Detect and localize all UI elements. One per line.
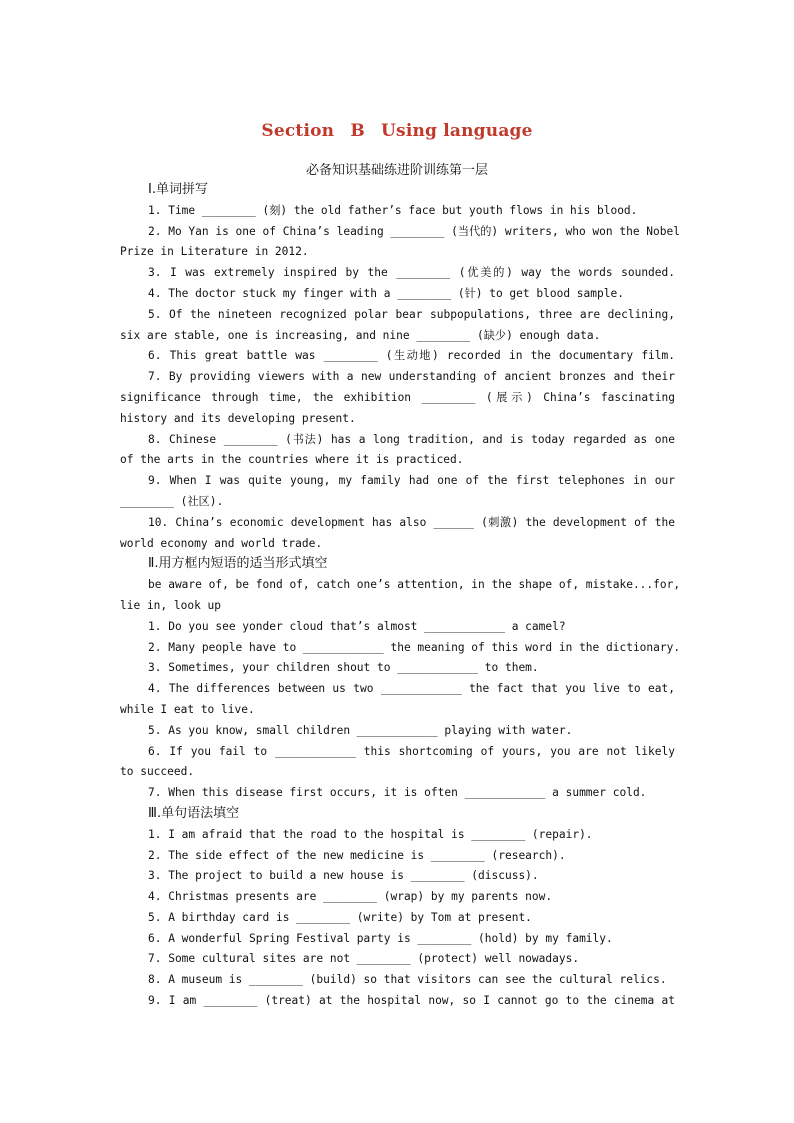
exercise-content [120,180,681,1012]
page-title [0,121,794,141]
section-heading: Ⅲ.单句语法填空 [148,805,240,821]
text-line: world economy and world trade. [120,536,323,550]
text-line: while I eat to live. [120,702,255,716]
text-line: Prize in Literature in 2012. [120,245,309,259]
text-line: 4. The differences between us two ____________ the fact that you live to eat, [148,682,675,696]
text-line: 6. If you fail to ____________ this shortcoming of yours, you are not likely [148,744,675,758]
text-line: 6. A wonderful Spring Festival party is ________ (hold) by my family. [148,931,613,945]
text-line: 5. A birthday card is ________ (write) by Tom at present. [148,910,532,924]
text-line: 9. When I was quite young, my family had one of the first telephones in our [148,474,675,488]
text-line: to succeed. [120,765,195,779]
text-line: 2. The side effect of the new medicine is ________ (research). [148,848,566,862]
text-line: 2. Mo Yan is one of China’s leading ________ (当代的) writers, who won the Nobel [148,224,680,238]
title-word-section: Section [261,121,335,141]
text-line: 9. I am ________ (treat) at the hospital now, so I cannot go to the cinema at [148,994,675,1008]
text-line: 5. As you know, small children ____________ playing with water. [148,723,573,737]
text-line: 8. A museum is ________ (build) so that visitors can see the cultural relics. [148,973,667,987]
text-line: 7. Some cultural sites are not ________ (protect) well nowadays. [148,952,580,966]
text-line: 7. When this disease first occurs, it is often ____________ a summer cold. [148,786,647,800]
section-heading: Ⅱ.用方框内短语的适当形式填空 [148,556,328,572]
text-line: 10. China’s economic development has also ______ (刺激) the development of the [148,515,675,529]
text-line: 8. Chinese ________ (书法) has a long tradition, and is today regarded as one [148,432,675,446]
page-subtitle: 必备知识基础练进阶训练第一层 [305,163,488,178]
text-line: of the arts in the countries where it is practiced. [120,453,464,467]
text-line: six are stable, one is increasing, and nine ________ (缺少) enough data. [120,328,601,342]
text-line: 2. Many people have to ____________ the meaning of this word in the dictionary. [148,640,681,654]
text-line: 3. Sometimes, your children shout to ____________ to them. [148,661,539,675]
text-line: 6. This great battle was ________ (生动地) recorded in the documentary film. [148,349,675,363]
text-line: 3. I was extremely inspired by the ________ (优美的) way the words sounded. [148,266,675,280]
text-line: 4. The doctor stuck my finger with a ________ (针) to get blood sample. [148,286,624,300]
text-line: 7. By providing viewers with a new understanding of ancient bronzes and their [148,370,675,384]
text-line: 1. Do you see yonder cloud that’s almost ____________ a camel? [148,619,566,633]
text-line: 1. I am afraid that the road to the hospital is ________ (repair). [148,827,593,841]
text-line: 3. The project to build a new house is ________ (discuss). [148,869,539,883]
text-line: history and its developing present. [120,411,356,425]
title-word-b: B [350,121,365,141]
text-line: significance through time, the exhibition ________ (展示) China’s fascinating [120,390,675,404]
text-line: 1. Time ________ (刻) the old father’s face but youth flows in his blood. [148,203,638,217]
title-word-using-language: Using language [381,121,533,141]
text-line: 5. Of the nineteen recognized polar bear subpopulations, three are declining, [148,307,675,321]
section-heading: Ⅰ.单词拼写 [148,182,208,197]
text-line: ________ (社区). [120,494,224,508]
text-line: lie in, look up [120,598,222,612]
text-line: 4. Christmas presents are ________ (wrap) by my parents now. [148,890,553,904]
text-line: be aware of, be fond of, catch one’s attention, in the shape of, mistake...for, [148,578,681,592]
